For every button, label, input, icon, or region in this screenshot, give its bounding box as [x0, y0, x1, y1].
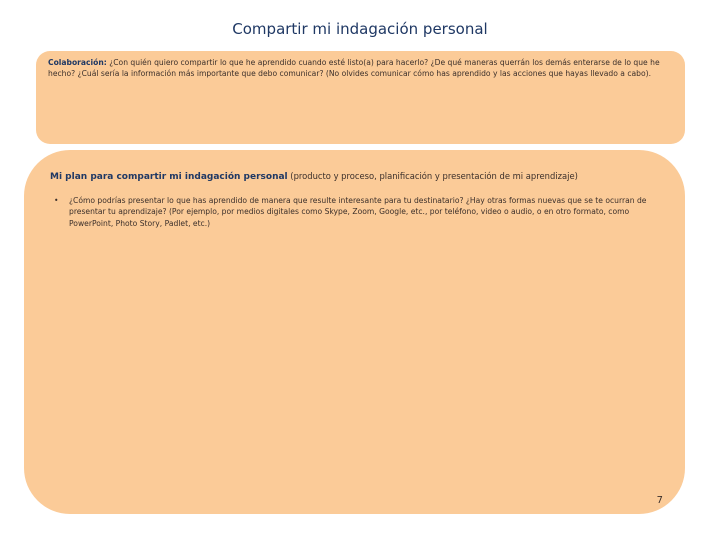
plan-bullet-item [50, 195, 659, 229]
plan-box [24, 150, 685, 514]
colaboracion-box [36, 51, 685, 144]
page-number: 7 [656, 494, 663, 506]
colaboracion-text: ¿Con quién quiero compartir lo que he aprendido cuando esté listo(a) para hacerlo? ¿De qué maneras querrán los demás enterarse de lo que he hecho? ¿Cuál sería la información más importante que debo comunicar? (No olvides comunicar cómo has aprendido y las acciones que hayas llevado a cabo). [48, 58, 660, 79]
page-title: Compartir mi indagación personal [232, 20, 488, 38]
plan-heading-line [50, 171, 659, 183]
plan-subheading: (producto y proceso, planificación y presentación de mi aprendizaje) [287, 171, 578, 181]
plan-heading: Mi plan para compartir mi indagación personal [50, 172, 288, 182]
colaboracion-label: Colaboración: [48, 58, 107, 67]
bullet-icon: • [54, 196, 59, 206]
plan-bullet-text: ¿Cómo podrías presentar lo que has aprendido de manera que resulte interesante para tu destinatario? ¿Hay otras formas nuevas que se te ocurran de presentar tu aprendizaje? (Por ejemplo, por medios digitales como Skype, Zoom, Google, etc., por teléfono, video o audio, o en otro formato, como PowerPoint, Photo Story, Padlet, etc.) [69, 196, 647, 228]
